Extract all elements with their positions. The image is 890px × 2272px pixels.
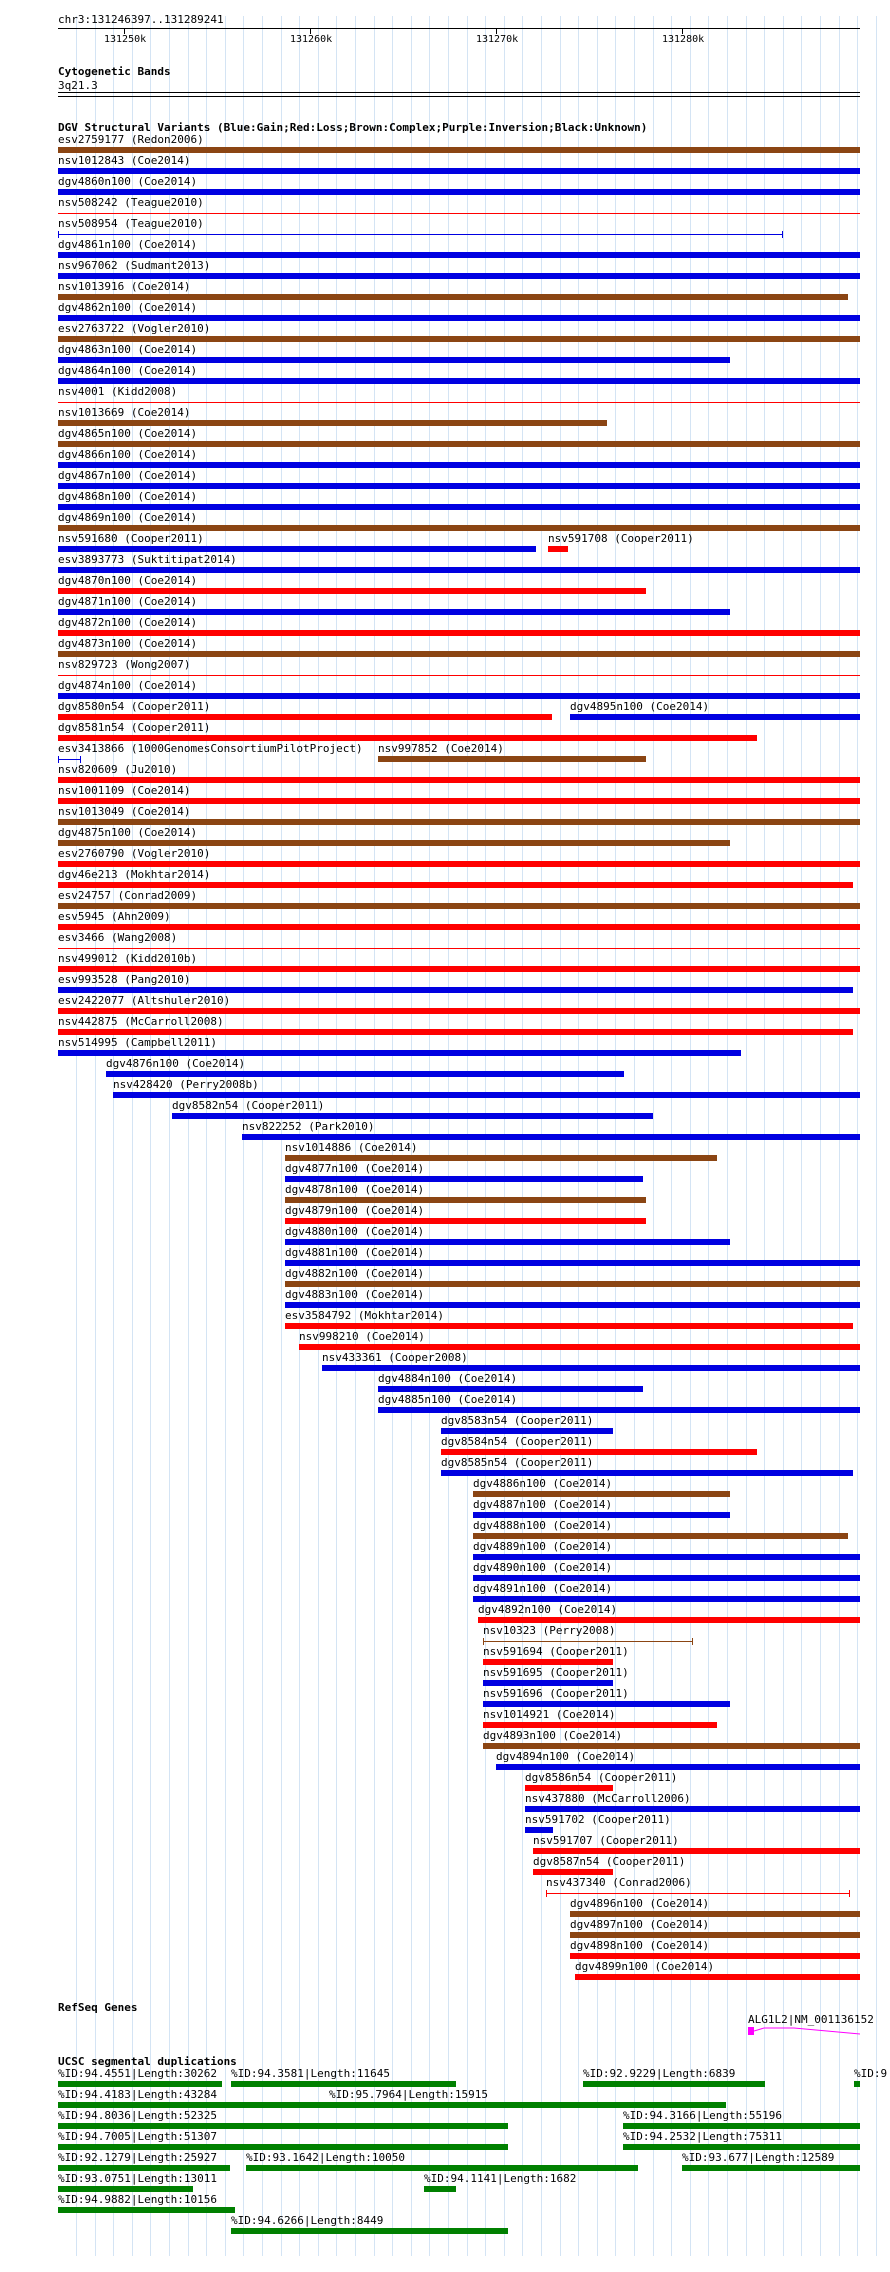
segdup-label[interactable]: %ID:94.4551|Length:30262 [58, 2067, 217, 2080]
variant-label[interactable]: dgv4872n100 (Coe2014) [58, 616, 198, 629]
variant-endcap [546, 1890, 547, 1897]
segdup-bar[interactable] [58, 2207, 235, 2213]
variant-bar[interactable] [548, 546, 568, 552]
variant-bar[interactable] [58, 840, 730, 846]
segdup-bar[interactable] [583, 2081, 765, 2087]
variant-bar[interactable] [58, 234, 782, 235]
variant-bar[interactable] [58, 273, 860, 279]
variant-bar[interactable] [58, 777, 860, 783]
variant-label[interactable]: dgv46e213 (Mokhtar2014) [58, 868, 211, 881]
grid-line [206, 16, 207, 2256]
cytoband-bar-top [58, 92, 860, 93]
variant-bar[interactable] [58, 903, 860, 909]
variant-bar[interactable] [533, 1848, 860, 1854]
segdup-label[interactable]: %ID:92.9229|Length:6839 [583, 2067, 736, 2080]
variant-label[interactable]: nsv1013049 (Coe2014) [58, 805, 191, 818]
variant-label[interactable]: nsv437880 (McCarroll2006) [525, 1792, 691, 1805]
variant-bar[interactable] [58, 189, 860, 195]
ruler-tick-label: 131280k [662, 34, 705, 45]
variant-label[interactable]: dgv4883n100 (Coe2014) [285, 1288, 425, 1301]
variant-bar[interactable] [473, 1491, 730, 1497]
variant-bar[interactable] [525, 1806, 860, 1812]
variant-label[interactable]: nsv822252 (Park2010) [242, 1120, 375, 1133]
variant-bar[interactable] [441, 1449, 757, 1455]
variant-bar[interactable] [58, 462, 860, 468]
variant-bar[interactable] [58, 567, 860, 573]
variant-label[interactable]: nsv591696 (Cooper2011) [483, 1687, 629, 1700]
variant-bar[interactable] [496, 1764, 860, 1770]
variant-bar[interactable] [58, 759, 80, 760]
variant-bar[interactable] [473, 1575, 860, 1581]
variant-label[interactable]: esv3413866 (1000GenomesConsortiumPilotProject) [58, 742, 363, 755]
variant-bar[interactable] [378, 1407, 860, 1413]
variant-bar[interactable] [483, 1641, 692, 1642]
segdup-label[interactable]: %ID:9 [854, 2067, 888, 2080]
variant-label[interactable]: nsv829723 (Wong2007) [58, 658, 191, 671]
variant-bar[interactable] [172, 1113, 653, 1119]
variant-label[interactable]: dgv4876n100 (Coe2014) [106, 1057, 246, 1070]
segdup-bar[interactable] [58, 2186, 193, 2192]
segdup-bar[interactable] [854, 2081, 860, 2087]
segdup-label[interactable]: %ID:93.677|Length:12589 [682, 2151, 835, 2164]
variant-label[interactable]: dgv4891n100 (Coe2014) [473, 1582, 613, 1595]
segdup-bar[interactable] [329, 2102, 726, 2108]
variant-bar[interactable] [441, 1428, 613, 1434]
variant-bar[interactable] [58, 147, 860, 153]
variant-bar[interactable] [58, 1050, 741, 1056]
variant-label[interactable]: dgv4860n100 (Coe2014) [58, 175, 198, 188]
variant-bar[interactable] [58, 798, 860, 804]
variant-label[interactable]: dgv4886n100 (Coe2014) [473, 1477, 613, 1490]
variant-label[interactable]: nsv591702 (Cooper2011) [525, 1813, 671, 1826]
variant-label[interactable]: dgv4866n100 (Coe2014) [58, 448, 198, 461]
variant-bar[interactable] [58, 609, 730, 615]
variant-bar[interactable] [483, 1701, 730, 1707]
variant-bar[interactable] [58, 1008, 860, 1014]
variant-label[interactable]: dgv8587n54 (Cooper2011) [533, 1855, 686, 1868]
segdup-label[interactable]: %ID:94.3581|Length:11645 [231, 2067, 390, 2080]
variant-label[interactable]: dgv8585n54 (Cooper2011) [441, 1456, 594, 1469]
variant-label[interactable]: dgv4873n100 (Coe2014) [58, 637, 198, 650]
variant-bar[interactable] [483, 1722, 717, 1728]
variant-label[interactable]: esv3466 (Wang2008) [58, 931, 178, 944]
segdup-bar[interactable] [231, 2081, 456, 2087]
variant-bar[interactable] [570, 714, 860, 720]
variant-label[interactable]: nsv1014886 (Coe2014) [285, 1141, 418, 1154]
variant-bar[interactable] [58, 168, 860, 174]
segdup-label[interactable]: %ID:93.1642|Length:10050 [246, 2151, 405, 2164]
segdup-label[interactable]: %ID:94.2532|Length:75311 [623, 2130, 782, 2143]
variant-bar[interactable] [58, 336, 860, 342]
variant-label[interactable]: dgv4878n100 (Coe2014) [285, 1183, 425, 1196]
variant-label[interactable]: dgv4896n100 (Coe2014) [570, 1897, 710, 1910]
variant-label[interactable]: nsv442875 (McCarroll2008) [58, 1015, 224, 1028]
variant-label[interactable]: nsv591707 (Cooper2011) [533, 1834, 679, 1847]
variant-bar[interactable] [58, 1029, 853, 1035]
segdup-bar[interactable] [58, 2123, 508, 2129]
variant-label[interactable]: nsv10323 (Perry2008) [483, 1624, 616, 1637]
variant-bar[interactable] [58, 966, 860, 972]
variant-label[interactable]: nsv508242 (Teague2010) [58, 196, 204, 209]
variant-bar[interactable] [483, 1743, 860, 1749]
variant-bar[interactable] [299, 1344, 860, 1350]
variant-bar[interactable] [285, 1260, 860, 1266]
variant-label[interactable]: nsv508954 (Teague2010) [58, 217, 204, 230]
variant-bar[interactable] [58, 987, 853, 993]
variant-bar[interactable] [483, 1680, 613, 1686]
variant-label[interactable]: dgv4892n100 (Coe2014) [478, 1603, 618, 1616]
variant-label[interactable]: dgv4887n100 (Coe2014) [473, 1498, 613, 1511]
variant-bar[interactable] [285, 1281, 860, 1287]
variant-label[interactable]: dgv4862n100 (Coe2014) [58, 301, 198, 314]
variant-label[interactable]: nsv437340 (Conrad2006) [546, 1876, 692, 1889]
cytoband-bar-bottom [58, 96, 860, 97]
variant-label[interactable]: esv24757 (Conrad2009) [58, 889, 198, 902]
variant-bar[interactable] [58, 651, 860, 657]
variant-bar[interactable] [58, 948, 860, 949]
variant-label[interactable]: dgv4890n100 (Coe2014) [473, 1561, 613, 1574]
variant-label[interactable]: esv993528 (Pang2010) [58, 973, 191, 986]
segdup-label[interactable]: %ID:92.1279|Length:25927 [58, 2151, 217, 2164]
variant-label[interactable]: nsv820609 (Ju2010) [58, 763, 178, 776]
variant-bar[interactable] [58, 315, 860, 321]
ruler-tick-label: 131270k [476, 34, 519, 45]
variant-bar[interactable] [525, 1785, 613, 1791]
variant-bar[interactable] [58, 546, 536, 552]
variant-bar[interactable] [483, 1659, 613, 1665]
variant-bar[interactable] [378, 756, 646, 762]
variant-label[interactable]: nsv1013916 (Coe2014) [58, 280, 191, 293]
variant-label[interactable]: dgv4889n100 (Coe2014) [473, 1540, 613, 1553]
variant-bar[interactable] [58, 714, 552, 720]
variant-label[interactable]: dgv4864n100 (Coe2014) [58, 364, 198, 377]
variant-label[interactable]: esv2422077 (Altshuler2010) [58, 994, 231, 1007]
dgv-track-title: DGV Structural Variants (Blue:Gain;Red:Loss;Brown:Complex;Purple:Inversion;Black:Unknown) [58, 121, 648, 134]
variant-label[interactable]: dgv8582n54 (Cooper2011) [172, 1099, 325, 1112]
ruler-tick-label: 131250k [104, 34, 147, 45]
variant-label[interactable]: dgv4895n100 (Coe2014) [570, 700, 710, 713]
variant-label[interactable]: dgv4880n100 (Coe2014) [285, 1225, 425, 1238]
segdup-bar[interactable] [246, 2165, 638, 2171]
variant-bar[interactable] [58, 294, 848, 300]
variant-label[interactable]: dgv4865n100 (Coe2014) [58, 427, 198, 440]
variant-label[interactable]: nsv514995 (Campbell2011) [58, 1036, 217, 1049]
variant-label[interactable]: nsv591694 (Cooper2011) [483, 1645, 629, 1658]
variant-endcap [692, 1638, 693, 1645]
variant-label[interactable]: dgv4882n100 (Coe2014) [285, 1267, 425, 1280]
segdup-label[interactable]: %ID:94.9882|Length:10156 [58, 2193, 217, 2206]
variant-label[interactable]: nsv967062 (Sudmant2013) [58, 259, 211, 272]
variant-bar[interactable] [570, 1932, 860, 1938]
variant-bar[interactable] [58, 588, 646, 594]
segdup-label[interactable]: %ID:94.8036|Length:52325 [58, 2109, 217, 2122]
variant-label[interactable]: esv5945 (Ahn2009) [58, 910, 171, 923]
variant-label[interactable]: nsv1001109 (Coe2014) [58, 784, 191, 797]
variant-label[interactable]: dgv4875n100 (Coe2014) [58, 826, 198, 839]
variant-bar[interactable] [285, 1176, 643, 1182]
variant-label[interactable]: dgv4879n100 (Coe2014) [285, 1204, 425, 1217]
variant-label[interactable]: nsv591708 (Cooper2011) [548, 532, 694, 545]
variant-bar[interactable] [58, 630, 860, 636]
variant-label[interactable]: dgv8583n54 (Cooper2011) [441, 1414, 594, 1427]
variant-bar[interactable] [58, 504, 860, 510]
variant-label[interactable]: dgv4885n100 (Coe2014) [378, 1393, 518, 1406]
variant-endcap [58, 756, 59, 763]
variant-bar[interactable] [58, 525, 860, 531]
variant-bar[interactable] [285, 1323, 853, 1329]
variant-label[interactable]: dgv4870n100 (Coe2014) [58, 574, 198, 587]
segdup-label[interactable]: %ID:94.3166|Length:55196 [623, 2109, 782, 2122]
variant-bar[interactable] [58, 675, 860, 676]
variant-bar[interactable] [58, 693, 860, 699]
variant-bar[interactable] [570, 1911, 860, 1917]
segdup-label[interactable]: %ID:94.1141|Length:1682 [424, 2172, 577, 2185]
variant-bar[interactable] [285, 1218, 646, 1224]
variant-bar[interactable] [473, 1533, 848, 1539]
segdup-bar[interactable] [623, 2144, 860, 2150]
segdup-label[interactable]: %ID:93.0751|Length:13011 [58, 2172, 217, 2185]
variant-endcap [483, 1638, 484, 1645]
variant-bar[interactable] [58, 402, 860, 403]
variant-endcap [80, 756, 81, 763]
segdup-label[interactable]: %ID:95.7964|Length:15915 [329, 2088, 488, 2101]
segdup-label[interactable]: %ID:94.6266|Length:8449 [231, 2214, 384, 2227]
variant-label[interactable]: nsv997852 (Coe2014) [378, 742, 504, 755]
variant-label[interactable]: esv2759177 (Redon2006) [58, 133, 204, 146]
variant-bar[interactable] [473, 1596, 860, 1602]
variant-bar[interactable] [441, 1470, 853, 1476]
variant-bar[interactable] [570, 1953, 860, 1959]
ruler-line [58, 28, 860, 29]
variant-bar[interactable] [533, 1869, 613, 1875]
segdup-bar[interactable] [682, 2165, 860, 2171]
variant-bar[interactable] [58, 252, 860, 258]
variant-label[interactable]: dgv8586n54 (Cooper2011) [525, 1771, 678, 1784]
variant-bar[interactable] [58, 213, 860, 214]
variant-label[interactable]: dgv4871n100 (Coe2014) [58, 595, 198, 608]
variant-bar[interactable] [58, 420, 607, 426]
variant-bar[interactable] [58, 924, 860, 930]
variant-bar[interactable] [478, 1617, 860, 1623]
variant-bar[interactable] [58, 861, 860, 867]
variant-label[interactable]: nsv4001 (Kidd2008) [58, 385, 178, 398]
segdup-bar[interactable] [58, 2144, 508, 2150]
variant-bar[interactable] [575, 1974, 860, 1980]
variant-endcap [782, 231, 783, 238]
variant-label[interactable]: dgv4877n100 (Coe2014) [285, 1162, 425, 1175]
variant-label[interactable]: dgv8580n54 (Cooper2011) [58, 700, 211, 713]
variant-label[interactable]: dgv4867n100 (Coe2014) [58, 469, 198, 482]
variant-bar[interactable] [285, 1302, 860, 1308]
variant-bar[interactable] [58, 441, 860, 447]
variant-endcap [849, 1890, 850, 1897]
segdup-bar[interactable] [231, 2228, 508, 2234]
variant-label[interactable]: dgv4893n100 (Coe2014) [483, 1729, 623, 1742]
segdup-bar[interactable] [58, 2081, 222, 2087]
segdup-bar[interactable] [623, 2123, 860, 2129]
variant-label[interactable]: esv2760790 (Vogler2010) [58, 847, 211, 860]
variant-label[interactable]: esv3584792 (Mokhtar2014) [285, 1309, 444, 1322]
variant-bar[interactable] [322, 1365, 860, 1371]
variant-label[interactable]: nsv998210 (Coe2014) [299, 1330, 425, 1343]
variant-bar[interactable] [106, 1071, 624, 1077]
variant-label[interactable]: dgv4863n100 (Coe2014) [58, 343, 198, 356]
variant-endcap [58, 231, 59, 238]
variant-label[interactable]: nsv1012843 (Coe2014) [58, 154, 191, 167]
variant-bar[interactable] [242, 1134, 860, 1140]
variant-bar[interactable] [113, 1092, 860, 1098]
variant-bar[interactable] [58, 483, 860, 489]
variant-label[interactable]: dgv4869n100 (Coe2014) [58, 511, 198, 524]
variant-label[interactable]: nsv591680 (Cooper2011) [58, 532, 204, 545]
variant-label[interactable]: dgv4881n100 (Coe2014) [285, 1246, 425, 1259]
variant-bar[interactable] [58, 735, 757, 741]
segdup-bar[interactable] [424, 2186, 456, 2192]
variant-label[interactable]: nsv433361 (Cooper2008) [322, 1351, 468, 1364]
grid-line [876, 16, 877, 2256]
variant-label[interactable]: dgv4874n100 (Coe2014) [58, 679, 198, 692]
variant-label[interactable]: dgv4884n100 (Coe2014) [378, 1372, 518, 1385]
variant-label[interactable]: dgv4894n100 (Coe2014) [496, 1750, 636, 1763]
variant-label[interactable]: nsv499012 (Kidd2010b) [58, 952, 198, 965]
variant-bar[interactable] [58, 882, 853, 888]
variant-bar[interactable] [58, 357, 730, 363]
variant-label[interactable]: nsv591695 (Cooper2011) [483, 1666, 629, 1679]
variant-label[interactable]: esv2763722 (Vogler2010) [58, 322, 211, 335]
cytoband-label: 3q21.3 [58, 79, 98, 92]
segdup-label[interactable]: %ID:94.7005|Length:51307 [58, 2130, 217, 2143]
variant-bar[interactable] [473, 1512, 730, 1518]
segdup-bar[interactable] [58, 2165, 230, 2171]
cytoband-title: Cytogenetic Bands [58, 65, 171, 78]
variant-label[interactable]: nsv428420 (Perry2008b) [113, 1078, 259, 1091]
grid-line [225, 16, 226, 2256]
variant-label[interactable]: dgv8584n54 (Cooper2011) [441, 1435, 594, 1448]
position-label: chr3:131246397..131289241 [58, 13, 224, 26]
variant-bar[interactable] [58, 819, 860, 825]
variant-label[interactable]: nsv1014921 (Coe2014) [483, 1708, 616, 1721]
variant-bar[interactable] [58, 378, 860, 384]
gene-intron[interactable] [754, 2024, 860, 2038]
variant-label[interactable]: dgv4861n100 (Coe2014) [58, 238, 198, 251]
variant-label[interactable]: dgv4888n100 (Coe2014) [473, 1519, 613, 1532]
variant-label[interactable]: dgv4899n100 (Coe2014) [575, 1960, 715, 1973]
variant-label[interactable]: dgv4898n100 (Coe2014) [570, 1939, 710, 1952]
segdup-label[interactable]: %ID:94.4183|Length:43284 [58, 2088, 217, 2101]
variant-bar[interactable] [546, 1893, 849, 1894]
gene-label[interactable]: ALG1L2|NM_001136152 [748, 2013, 874, 2026]
segdup-bar[interactable] [58, 2102, 329, 2108]
variant-label[interactable]: nsv1013669 (Coe2014) [58, 406, 191, 419]
variant-bar[interactable] [285, 1239, 730, 1245]
variant-bar[interactable] [378, 1386, 643, 1392]
variant-bar[interactable] [473, 1554, 860, 1560]
variant-label[interactable]: dgv4897n100 (Coe2014) [570, 1918, 710, 1931]
variant-bar[interactable] [285, 1155, 717, 1161]
variant-label[interactable]: dgv4868n100 (Coe2014) [58, 490, 198, 503]
variant-bar[interactable] [525, 1827, 553, 1833]
segdup-track-title: UCSC segmental duplications [58, 2055, 237, 2068]
variant-label[interactable]: esv3893773 (Suktitipat2014) [58, 553, 237, 566]
ruler-tick-label: 131260k [290, 34, 333, 45]
variant-bar[interactable] [285, 1197, 646, 1203]
variant-label[interactable]: dgv8581n54 (Cooper2011) [58, 721, 211, 734]
refseq-track-title: RefSeq Genes [58, 2001, 138, 2014]
